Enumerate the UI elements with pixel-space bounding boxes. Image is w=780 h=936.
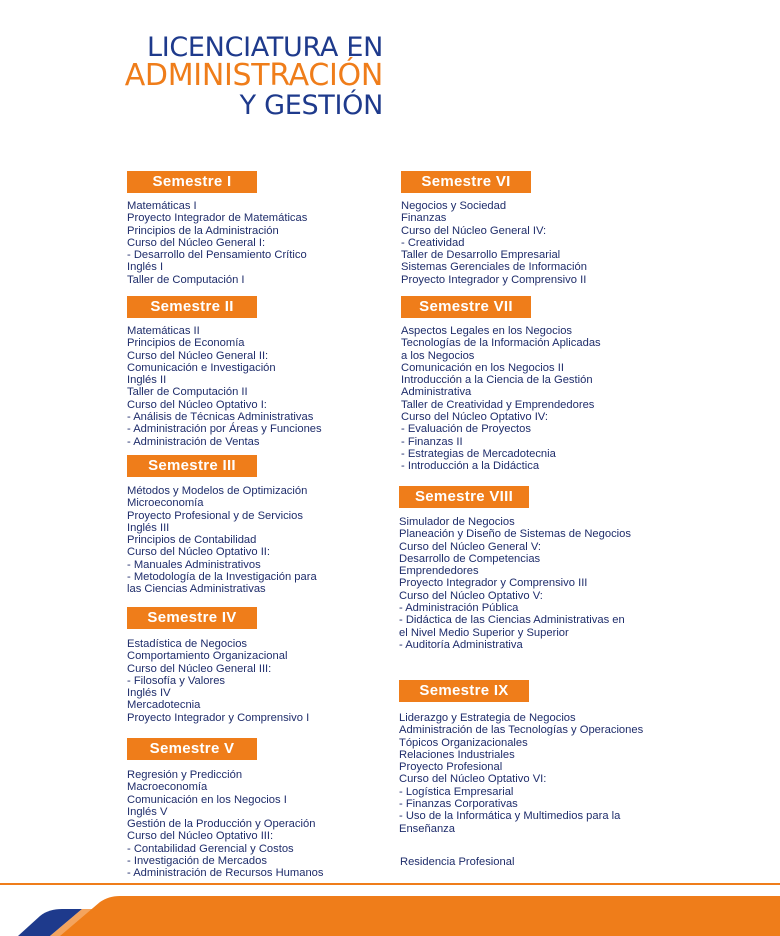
course-item: Taller de Desarrollo Empresarial [401,249,561,262]
course-item: - Finanzas Corporativas [399,798,518,811]
course-item: las Ciencias Administrativas [127,583,266,596]
residencia-profesional: Residencia Profesional [400,856,515,868]
course-item: - Evaluación de Proyectos [401,423,531,436]
course-item: Comunicación en los Negocios I [127,793,287,806]
course-list [401,200,657,286]
course-list [399,712,655,835]
course-item: Proyecto Integrador y Comprensivo III [399,577,588,590]
course-list [127,200,383,286]
course-item: Matemáticas II [127,325,200,337]
semester-2 [127,296,383,448]
course-item: - Introducción a la Didáctica [401,460,540,473]
course-item: Mercadotecnia [127,699,201,712]
semester-7 [401,296,657,473]
course-item: - Creatividad [401,236,465,249]
title-line-1: LICENCIATURA EN [146,32,383,63]
course-item: - Contabilidad Gerencial y Costos [127,842,294,855]
course-item: Curso del Núcleo General I: [127,236,266,249]
course-item: Taller de Computación II [127,386,248,399]
course-item: Comportamiento Organizacional [127,650,288,663]
semester-badge: Semestre I [127,171,257,193]
course-item: Curso del Núcleo General III: [127,662,272,675]
course-item: Proyecto Integrador y Comprensivo I [127,711,310,724]
course-list [127,769,383,880]
course-item: - Logística Empresarial [399,785,514,798]
course-list [399,516,655,651]
course-item: Aspectos Legales en los Negocios [401,325,573,337]
course-item: Gestión de la Producción y Operación [127,818,316,831]
course-item: a los Negocios [401,349,475,362]
course-item: Taller de Computación I [127,273,245,286]
course-item: Principios de la Administración [127,224,279,237]
course-item: Matemáticas I [127,200,197,212]
course-item: Sistemas Gerenciales de Información [401,261,587,274]
course-list [401,325,657,473]
course-item: Macroeconomía [127,781,208,794]
course-item: - Desarrollo del Pensamiento Crítico [127,249,307,262]
semester-3 [127,455,383,596]
course-item: Curso del Núcleo Optativo I: [127,398,267,411]
course-item: Curso del Núcleo General II: [127,349,269,362]
course-item: - Didáctica de las Ciencias Administrativas en [399,614,625,627]
course-item: Proyecto Profesional [399,761,503,774]
course-item: - Estrategias de Mercadotecnia [401,447,556,460]
course-item: Proyecto Integrador de Matemáticas [127,212,308,225]
course-item: - Análisis de Técnicas Administrativas [127,411,314,424]
course-item: Inglés I [127,261,164,274]
course-item: Desarrollo de Competencias [399,552,541,565]
footer-decoration [0,876,780,936]
course-item: Introducción a la Ciencia de la Gestión [401,374,593,387]
course-item: Comunicación e Investigación [127,361,276,374]
course-item: Curso del Núcleo General V: [399,540,541,553]
course-item: Finanzas [401,212,447,225]
course-item: Estadística de Negocios [127,638,248,650]
course-item: Curso del Núcleo General IV: [401,224,547,237]
course-item: Curso del Núcleo Optativo V: [399,589,543,602]
course-item: - Administración Pública [399,602,519,615]
course-item: Administrativa [401,386,472,399]
semester-badge: Semestre V [127,738,257,760]
semester-4 [127,607,383,724]
course-item: Relaciones Industriales [399,748,515,761]
course-item: Proyecto Integrador y Comprensivo II [401,273,587,286]
course-item: Inglés IV [127,687,171,700]
program-title [125,34,383,119]
course-item: - Manuales Administrativos [127,558,261,571]
course-list [127,485,383,596]
course-item: - Administración de Ventas [127,435,260,448]
course-item: Curso del Núcleo Optativo II: [127,546,271,559]
course-list [127,638,383,724]
semester-8 [399,486,655,651]
course-item: Tópicos Organizacionales [399,736,528,749]
course-item: - Filosofía y Valores [127,674,226,687]
semester-6 [401,171,657,286]
course-item: Principios de Economía [127,337,245,350]
course-item: - Metodología de la Investigación para [127,571,317,584]
course-item: - Auditoría Administrativa [399,638,523,651]
course-item: Simulador de Negocios [399,516,515,528]
course-item: - Investigación de Mercados [127,855,267,868]
course-item: Enseñanza [399,822,455,835]
semester-badge: Semestre VII [401,296,531,318]
semester-badge: Semestre II [127,296,257,318]
course-list [127,325,383,448]
course-item: Planeación y Diseño de Sistemas de Negocios [399,528,631,541]
semester-badge: Semestre III [127,455,257,477]
course-item: Curso del Núcleo Optativo IV: [401,411,548,424]
course-item: Administración de las Tecnologías y Operaciones [399,724,644,737]
course-item: Inglés V [127,805,168,818]
semester-5 [127,738,383,880]
course-item: Regresión y Predicción [127,769,243,781]
title-line-2: ADMINISTRACIÓN [124,58,383,93]
semester-badge: Semestre IV [127,607,257,629]
course-item: Inglés II [127,374,167,387]
course-item: Tecnologías de la Información Aplicadas [401,337,601,350]
title-line-3: Y GESTIÓN [239,90,383,121]
course-item: Curso del Núcleo Optativo VI: [399,773,547,786]
course-item: Curso del Núcleo Optativo III: [127,830,274,843]
course-item: Principios de Contabilidad [127,534,257,547]
course-item: - Administración de Recursos Humanos [127,867,324,880]
course-item: Proyecto Profesional y de Servicios [127,509,303,522]
semester-badge: Semestre VI [401,171,531,193]
course-item: - Uso de la Informática y Multimedios para la [399,810,621,823]
course-item: - Finanzas II [401,435,463,448]
course-item: Microeconomía [127,497,204,510]
semester-1 [127,171,383,286]
course-item: el Nivel Medio Superior y Superior [399,626,569,639]
course-item: Taller de Creatividad y Emprendedores [401,398,595,411]
semester-badge: Semestre VIII [399,486,529,508]
semester-9 [399,680,655,835]
course-item: Liderazgo y Estrategia de Negocios [399,712,576,724]
course-item: Emprendedores [399,565,479,578]
semester-badge: Semestre IX [399,680,529,702]
course-item: Comunicación en los Negocios II [401,361,564,374]
course-item: Métodos y Modelos de Optimización [127,485,308,497]
course-item: Negocios y Sociedad [401,200,507,212]
course-item: - Administración por Áreas y Funciones [127,423,322,436]
course-item: Inglés III [127,521,170,534]
